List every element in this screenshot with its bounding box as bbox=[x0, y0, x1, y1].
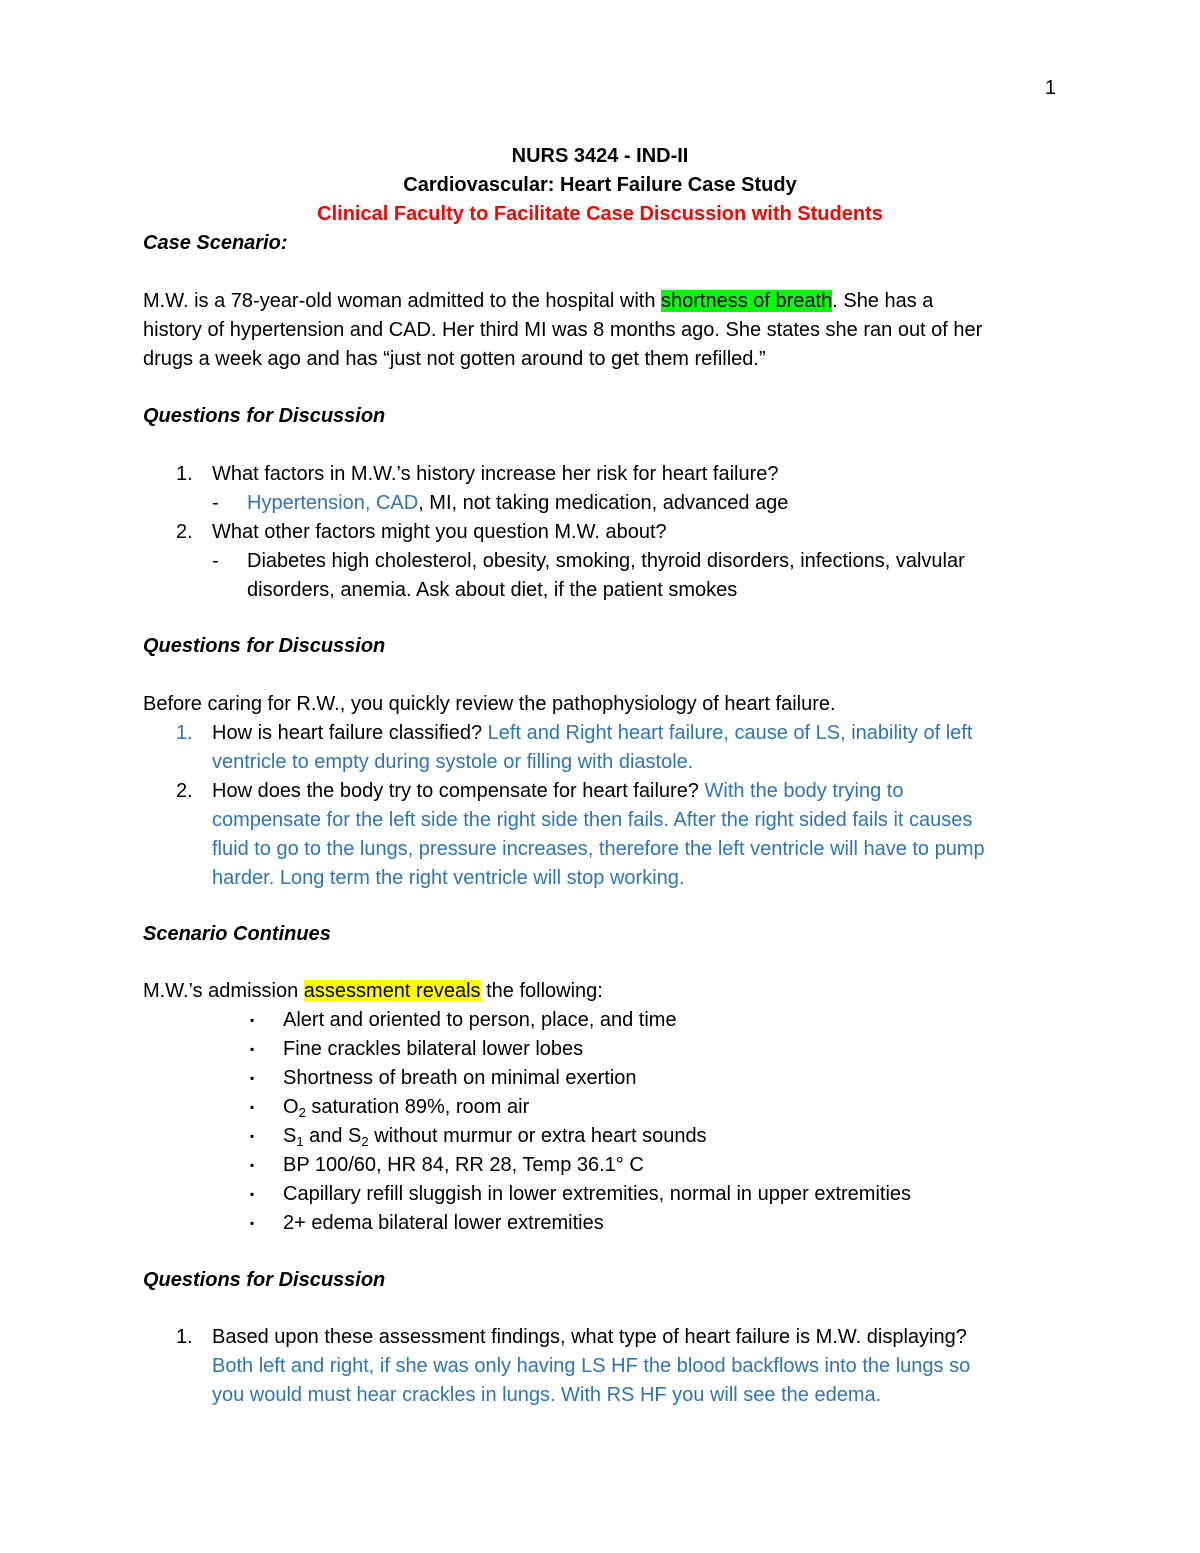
finding-item bbox=[283, 1093, 1063, 1122]
s2-q1-line-2: ventricle to empty during systole or filling with diastole. bbox=[212, 751, 694, 773]
scenario-continues-heading: Scenario Continues bbox=[143, 923, 331, 945]
s1-q1-number: 1. bbox=[176, 463, 193, 485]
s1-q1-text: What factors in M.W.’s history increase her risk for heart failure? bbox=[212, 463, 779, 485]
bullet-icon: ▪ bbox=[250, 1158, 255, 1172]
s3-q1-question: Based upon these assessment findings, what type of heart failure is M.W. displaying? bbox=[212, 1326, 967, 1348]
intro-text: M.W.’s admission bbox=[143, 980, 304, 1002]
section-3-heading: Questions for Discussion bbox=[143, 1269, 386, 1291]
o2-subscript: 2 bbox=[298, 1105, 306, 1120]
case-scenario-text-after: . She has a bbox=[832, 290, 934, 312]
o2-text: saturation 89%, room air bbox=[305, 1096, 530, 1118]
s2-q2-line-3: fluid to go to the lungs, pressure increases, therefore the left ventricle will have to pump bbox=[212, 838, 985, 860]
s2-q2-answer: With the body trying to bbox=[698, 780, 904, 802]
case-scenario-text: M.W. is a 78-year-old woman admitted to the hospital with bbox=[143, 290, 662, 312]
s1-q1-dash: - bbox=[212, 492, 219, 514]
section-2-heading: Questions for Discussion bbox=[143, 635, 386, 657]
s2-q1-line-1 bbox=[212, 719, 1072, 748]
s2-symbol: and S bbox=[303, 1125, 362, 1147]
finding-item: Fine crackles bilateral lower lobes bbox=[283, 1038, 584, 1060]
s3-q1-answer-line-1: Both left and right, if she was only having LS HF the blood backflows into the lungs so bbox=[212, 1355, 971, 1377]
faculty-note: Clinical Faculty to Facilitate Case Discussion with Students bbox=[317, 203, 883, 225]
finding-item: Shortness of breath on minimal exertion bbox=[283, 1067, 637, 1089]
bullet-icon: ▪ bbox=[250, 1071, 255, 1085]
s1-q2-answer-line-2: disorders, anemia. Ask about diet, if the patient smokes bbox=[247, 579, 738, 601]
case-scenario-line-1 bbox=[143, 287, 1073, 316]
s2-q1-answer: Left and Right heart failure, cause of LS, inability of left bbox=[482, 722, 973, 744]
s2-q2-number: 2. bbox=[176, 780, 193, 802]
case-scenario-line-2: history of hypertension and CAD. Her third MI was 8 months ago. She states she ran out of her bbox=[143, 319, 983, 341]
s2-subscript: 2 bbox=[361, 1134, 369, 1149]
s1-q2-text: What other factors might you question M.W. about? bbox=[212, 521, 667, 543]
s3-q1-number: 1. bbox=[176, 1326, 193, 1348]
finding-item: Capillary refill sluggish in lower extremities, normal in upper extremities bbox=[283, 1183, 912, 1205]
o2-symbol: O bbox=[283, 1096, 299, 1118]
bullet-icon: ▪ bbox=[250, 1187, 255, 1201]
section-2-intro: Before caring for R.W., you quickly review the pathophysiology of heart failure. bbox=[143, 693, 836, 715]
bullet-icon: ▪ bbox=[250, 1013, 255, 1027]
highlighted-symptom: shortness of breath bbox=[661, 290, 833, 312]
s2-q2-line-1 bbox=[212, 777, 1072, 806]
s1-q2-answer-line-1: Diabetes high cholesterol, obesity, smoking, thyroid disorders, infections, valvular bbox=[247, 550, 965, 572]
bullet-icon: ▪ bbox=[250, 1100, 255, 1114]
s1-q1-answer-blue: Hypertension, CAD bbox=[247, 492, 419, 514]
finding-item: BP 100/60, HR 84, RR 28, Temp 36.1° C bbox=[283, 1154, 644, 1176]
s1-q2-dash: - bbox=[212, 550, 219, 572]
course-code: NURS 3424 - IND-II bbox=[511, 145, 689, 167]
highlighted-assessment: assessment reveals bbox=[303, 980, 481, 1002]
s1-q1-answer bbox=[247, 489, 1067, 518]
case-scenario-line-3: drugs a week ago and has “just not gotten around to get them refilled.” bbox=[143, 348, 766, 370]
s2-q1-number: 1. bbox=[176, 722, 193, 744]
finding-item: 2+ edema bilateral lower extremities bbox=[283, 1212, 604, 1234]
page-number: 1 bbox=[1044, 77, 1056, 99]
s2-q2-line-4: harder. Long term the right ventricle will stop working. bbox=[212, 867, 685, 889]
s1-q1-answer-rest: , MI, not taking medication, advanced age bbox=[418, 492, 789, 514]
s2-q2-line-2: compensate for the left side the right side then fails. After the right sided fails it causes bbox=[212, 809, 973, 831]
heart-sounds-text: without murmur or extra heart sounds bbox=[368, 1125, 707, 1147]
bullet-icon: ▪ bbox=[250, 1216, 255, 1230]
document-title: Cardiovascular: Heart Failure Case Study bbox=[403, 174, 797, 196]
s2-q2-question: How does the body try to compensate for heart failure? bbox=[212, 780, 699, 802]
intro-text-after: the following: bbox=[480, 980, 603, 1002]
case-scenario-heading: Case Scenario: bbox=[143, 232, 288, 254]
s1-symbol: S bbox=[283, 1125, 297, 1147]
bullet-icon: ▪ bbox=[250, 1042, 255, 1056]
s2-q1-question: How is heart failure classified? bbox=[212, 722, 483, 744]
section-1-heading: Questions for Discussion bbox=[143, 405, 386, 427]
scenario-continues-intro bbox=[143, 977, 1073, 1006]
s3-q1-answer-line-2: you would must hear crackles in lungs. With RS HF you will see the edema. bbox=[212, 1384, 882, 1406]
s1-subscript: 1 bbox=[296, 1134, 304, 1149]
finding-item bbox=[283, 1122, 1063, 1151]
bullet-icon: ▪ bbox=[250, 1129, 255, 1143]
s1-q2-number: 2. bbox=[176, 521, 193, 543]
finding-item: Alert and oriented to person, place, and time bbox=[283, 1009, 677, 1031]
